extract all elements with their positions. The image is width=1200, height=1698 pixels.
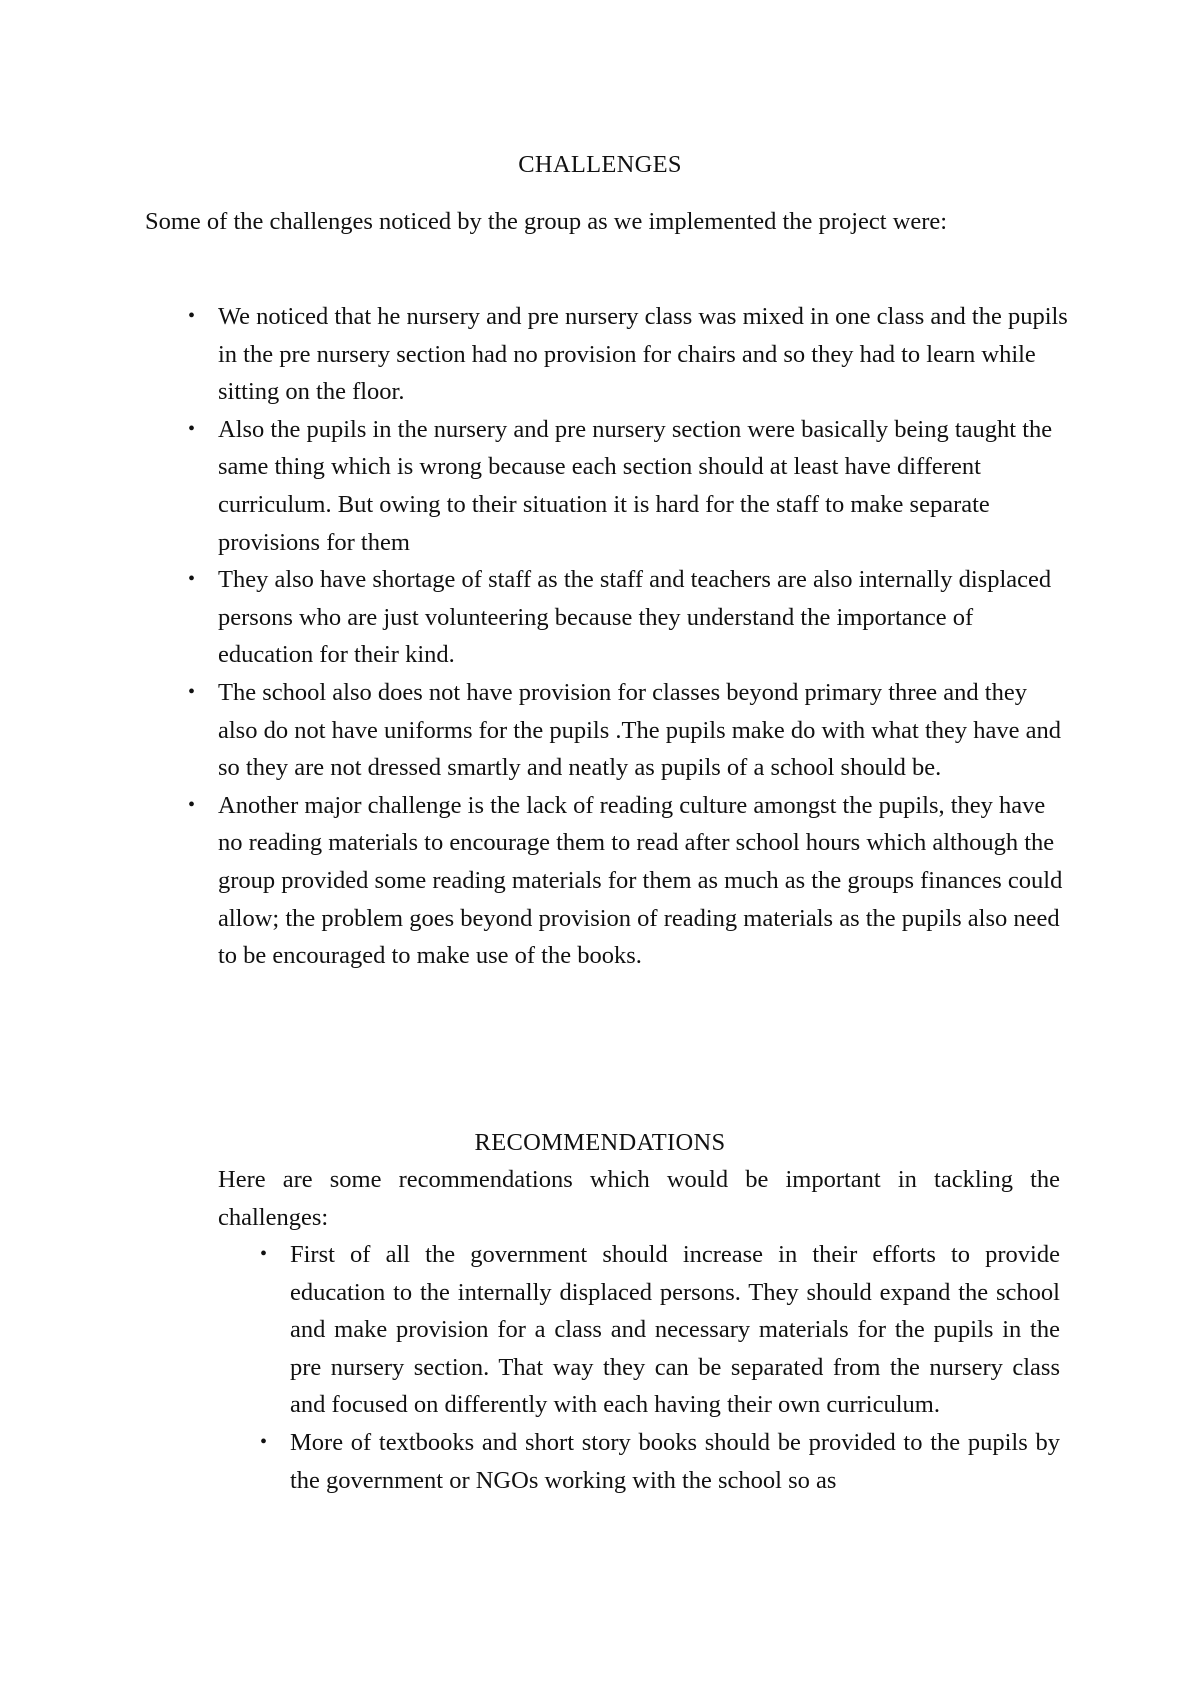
- bullet-icon: •: [188, 417, 196, 440]
- challenges-intro: Some of the challenges noticed by the group as we implemented the project were:: [145, 208, 948, 235]
- recommendations-intro: Here are some recommendations which would be important in tackling the challenges:: [218, 1166, 1060, 1231]
- challenge-item-text: We noticed that he nursery and pre nursery class was mixed in one class and the pupils in the pre nursery section had no provision for chairs and so they had to learn while sitting on the floor.: [218, 303, 1068, 406]
- challenges-heading: CHALLENGES: [518, 151, 682, 178]
- challenge-item-4: [188, 674, 1070, 787]
- recommendations-heading: RECOMMENDATIONS: [474, 1129, 726, 1156]
- bullet-icon: •: [260, 1243, 268, 1265]
- challenge-item-2: [188, 411, 1070, 561]
- recommendation-item-2: [260, 1424, 1060, 1499]
- bullet-icon: •: [188, 305, 196, 327]
- challenge-item-text: Another major challenge is the lack of reading culture amongst the pupils, they have no reading materials to encourage them to read after school hours which although the group provided some reading materials for them as much as the groups finances could allow; the problem goes beyond provision of reading materials as the pupils also need to be encouraged to make use of the books.: [218, 791, 1063, 970]
- challenge-item-5: [188, 787, 1070, 975]
- bullet-icon: •: [260, 1430, 268, 1453]
- challenge-item-1: [188, 298, 1070, 411]
- challenge-item-3: [188, 561, 1070, 674]
- challenge-item-text: The school also does not have provision for classes beyond primary three and they also do not have uniforms for the pupils .The pupils make do with what they have and so they are not dressed smartly and neatly as pupils of a school should be.: [218, 678, 1062, 782]
- challenge-item-text: Also the pupils in the nursery and pre nursery section were basically being taught the same thing which is wrong because each section should at least have different curriculum. But owing to their situation it is hard for the staff to make separate provisions for them: [218, 415, 1053, 556]
- recommendations-list: [260, 1236, 1060, 1499]
- bullet-icon: •: [188, 568, 196, 591]
- challenge-item-text: They also have shortage of staff as the staff and teachers are also internally displaced persons who are just volunteering because they understand the importance of education for their kind.: [218, 566, 1052, 669]
- recommendation-item-text: First of all the government should increase in their efforts to provide education to the internally displaced persons. They should expand the school and make provision for a class and necessary materials for the pupils in the pre nursery section. That way they can be separated from the nursery class and focused on differently with each having their own curriculum.: [290, 1241, 1060, 1419]
- recommendation-item-1: [260, 1236, 1060, 1424]
- bullet-icon: •: [188, 680, 196, 703]
- bullet-icon: •: [188, 793, 196, 816]
- challenges-list: [188, 298, 1070, 975]
- recommendation-item-text: More of textbooks and short story books should be provided to the pupils by the government or NGOs working with the school so as: [290, 1428, 1060, 1494]
